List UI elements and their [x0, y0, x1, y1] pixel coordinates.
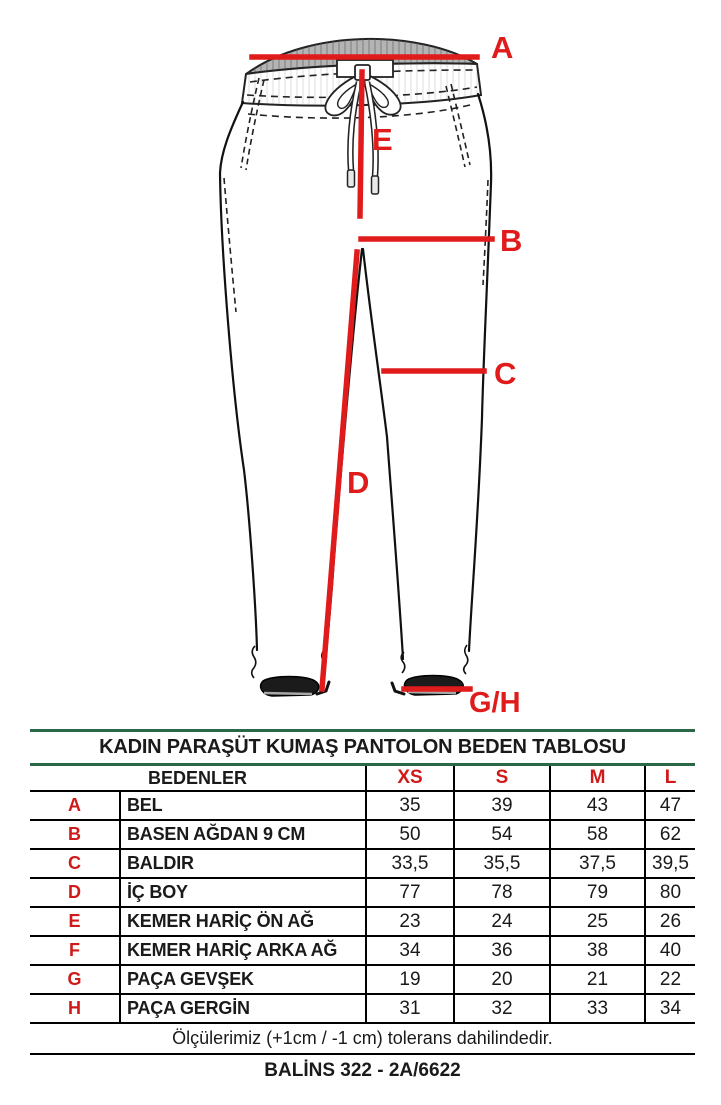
row-value: 31	[365, 995, 453, 1022]
row-letter: C	[68, 853, 81, 873]
label-gh: G/H	[469, 687, 521, 719]
row-value: 77	[365, 879, 453, 906]
table-row-h	[30, 995, 695, 1024]
header-bedenler: BEDENLER	[147, 767, 247, 788]
row-value: 39	[453, 792, 549, 819]
table-row-g	[30, 966, 695, 995]
row-value: 34	[365, 937, 453, 964]
row-value: 22	[644, 966, 695, 993]
row-measure-name: KEMER HARİÇ ÖN AĞ	[119, 908, 365, 935]
row-value: 54	[453, 821, 549, 848]
header-size-xs: XS	[365, 766, 453, 790]
row-letter: D	[68, 882, 81, 902]
row-letter: E	[68, 911, 81, 931]
table-row-e	[30, 908, 695, 937]
row-letter: B	[68, 824, 81, 844]
row-value: 79	[549, 879, 644, 906]
size-table	[30, 729, 695, 1087]
row-letter: A	[68, 795, 81, 815]
table-row-f	[30, 937, 695, 966]
row-measure-name: BALDIR	[119, 850, 365, 877]
tolerance-note: Ölçülerimiz (+1cm / -1 cm) tolerans dahilindedir.	[30, 1024, 695, 1055]
row-value: 21	[549, 966, 644, 993]
table-row-d	[30, 879, 695, 908]
row-value: 37,5	[549, 850, 644, 877]
row-letter: G	[67, 969, 82, 989]
row-measure-name: PAÇA GEVŞEK	[119, 966, 365, 993]
row-value: 33,5	[365, 850, 453, 877]
row-measure-name: KEMER HARİÇ ARKA AĞ	[119, 937, 365, 964]
row-value: 25	[549, 908, 644, 935]
table-row-c	[30, 850, 695, 879]
table-title: KADIN PARAŞÜT KUMAŞ PANTOLON BEDEN TABLOSU	[30, 729, 695, 766]
pants-outline	[220, 94, 491, 659]
row-value: 24	[453, 908, 549, 935]
label-d: D	[347, 465, 370, 500]
row-value: 35,5	[453, 850, 549, 877]
row-value: 35	[365, 792, 453, 819]
label-c: C	[494, 356, 517, 391]
row-value: 58	[549, 821, 644, 848]
row-value: 39,5	[644, 850, 695, 877]
row-value: 62	[644, 821, 695, 848]
label-b: B	[500, 223, 523, 258]
row-value: 40	[644, 937, 695, 964]
row-value: 43	[549, 792, 644, 819]
label-e: E	[372, 122, 393, 157]
row-letter: H	[68, 998, 81, 1018]
row-value: 19	[365, 966, 453, 993]
row-value: 26	[644, 908, 695, 935]
row-value: 32	[453, 995, 549, 1022]
row-value: 33	[549, 995, 644, 1022]
cuffs	[261, 676, 464, 697]
row-value: 34	[644, 995, 695, 1022]
hem-gathers	[252, 645, 468, 678]
table-header-row	[30, 766, 695, 792]
header-size-s: S	[453, 766, 549, 790]
row-measure-name: PAÇA GERGİN	[119, 995, 365, 1022]
row-value: 23	[365, 908, 453, 935]
label-a: A	[491, 30, 514, 65]
product-code: BALİNS 322 - 2A/6622	[264, 1060, 461, 1081]
row-measure-name: İÇ BOY	[119, 879, 365, 906]
row-letter: F	[69, 940, 80, 960]
row-value: 20	[453, 966, 549, 993]
table-row-b	[30, 821, 695, 850]
table-row-a	[30, 792, 695, 821]
row-value: 47	[644, 792, 695, 819]
row-value: 78	[453, 879, 549, 906]
row-measure-name: BEL	[119, 792, 365, 819]
measurement-labels	[347, 30, 522, 719]
measure-line-e	[360, 72, 362, 216]
header-size-l: L	[644, 766, 695, 790]
row-value: 80	[644, 879, 695, 906]
row-value: 36	[453, 937, 549, 964]
row-value: 50	[365, 821, 453, 848]
row-measure-name: BASEN AĞDAN 9 CM	[119, 821, 365, 848]
row-value: 38	[549, 937, 644, 964]
header-size-m: M	[549, 766, 644, 790]
